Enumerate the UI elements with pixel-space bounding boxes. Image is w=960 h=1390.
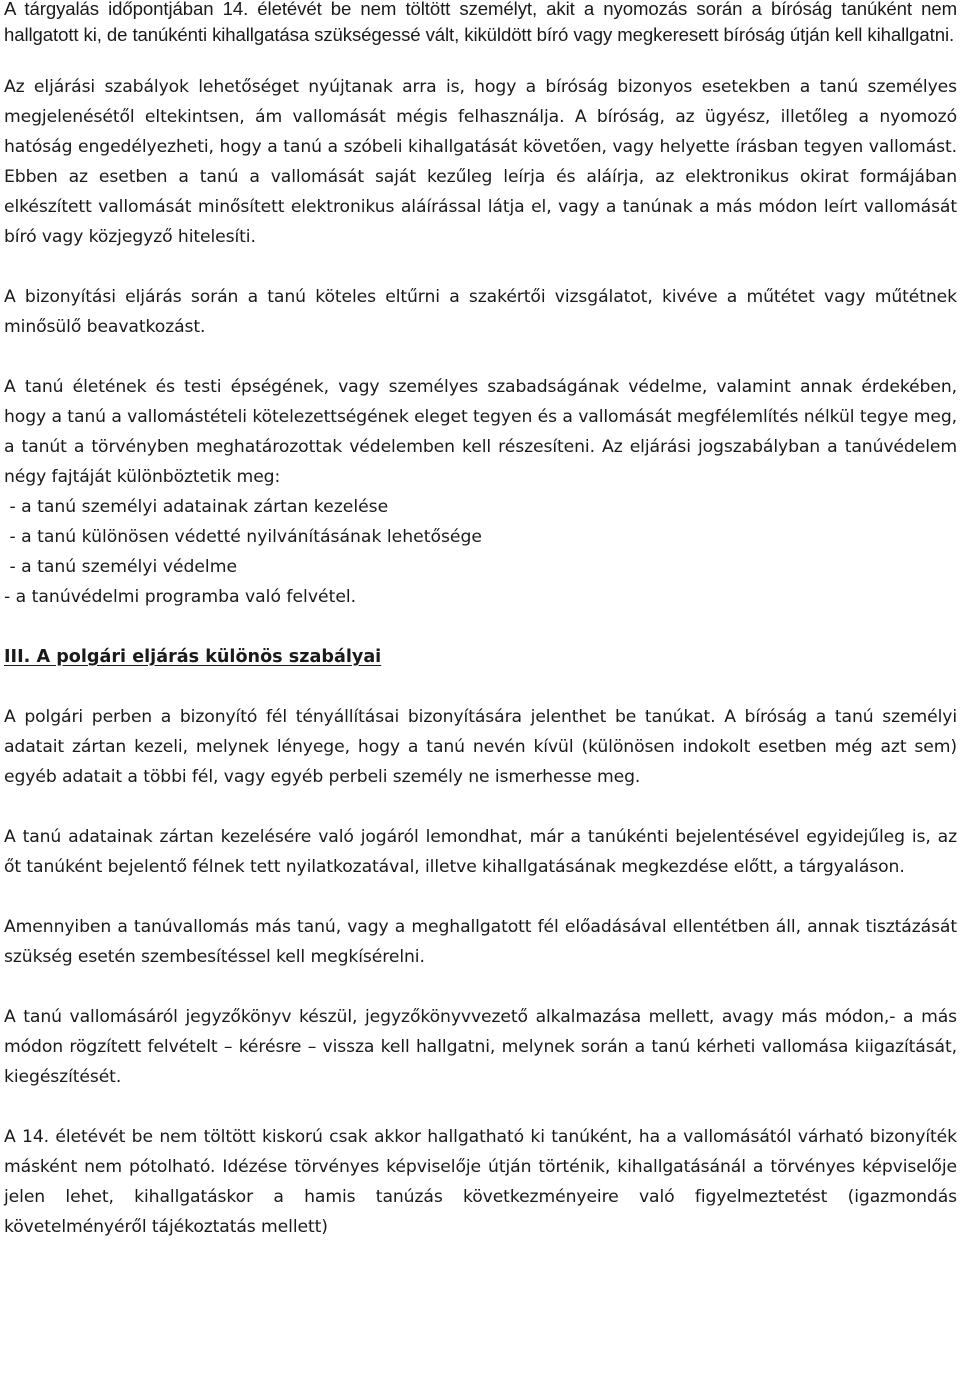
paragraph-minutes: A tanú vallomásáról jegyzőkönyv készül, jegyzőkönyvvezető alkalmazása mellett, avagy más módon,- a más módon rögzített felvételt – kérésre – vissza kell hallgatni, melynek során a tanú kérheti vallomása kiigazítását, kiegészítését. (4, 1007, 957, 1087)
paragraph-gap (4, 672, 957, 702)
paragraph-data-waiver: A tanú adatainak zártan kezelésére való jogáról lemondhat, már a tanúkénti bejelentésével egyidejűleg is, az őt tanúként bejelentő félnek tett nyilatkozatával, illetve kihallgatásának megkezdése előtt, a tárgyaláson. (4, 827, 957, 877)
paragraph-gap (4, 882, 957, 912)
list-item: - a tanúvédelmi programba való felvétel. (4, 587, 357, 607)
paragraph-gap (4, 252, 957, 282)
paragraph-gap (4, 612, 957, 642)
paragraph-gap (4, 342, 957, 372)
paragraph-witness-protection: A tanú életének és testi épségének, vagy személyes szabadságának védelme, valamint annak érdekében, hogy a tanú a vallomástételi kötelezettségének eleget tegyen és a vallomását megfélemlítés nélkül tegye meg, a tanút a törvényben meghatározottak védelemben kell részesíteni. Az eljárási jogszabályban a tanúvédelem négy fajtáját különböztetik meg: (4, 377, 957, 487)
paragraph-gap (4, 48, 957, 72)
section-heading: III. A polgári eljárás különös szabályai (4, 647, 382, 667)
list-item: - a tanú személyi adatainak zártan kezelése (4, 497, 389, 517)
paragraph-written-testimony: Az eljárási szabályok lehetőséget nyújtanak arra is, hogy a bíróság bizonyos esetekben a tanú személyes megjelenésétől eltekintsen, ám vallomását mégis felhasználja. A bíróság, az ügyész, illetőleg a nyomozó hatóság engedélyezheti, hogy a tanú a szóbeli kihallgatását követően, vagy helyette írásban tegyen vallomást. Ebben az esetben a tanú a vallomását saját kezűleg leírja és aláírja, az elektronikus okirat formájában elkészített vallomását minősített elektronikus aláírással látja el, vagy a tanúnak a más módon leírt vallomását bíró vagy közjegyző hitelesíti. (4, 77, 957, 247)
paragraph-minor-witness-hearing: A tárgyalás időpontjában 14. életévét be nem töltött személyt, akit a nyomozás során a bíróság tanúként nem hallgatott ki, de tanúkénti kihallgatása szükségessé vált, kiküldött bíró vagy megkeresett bíróság útján kell kihallgatni. (4, 0, 957, 45)
paragraph-gap (4, 792, 957, 822)
paragraph-minor-in-civil-case: A 14. életévét be nem töltött kiskorú csak akkor hallgatható ki tanúként, ha a vallomásától várható bizonyíték másként nem pótolható. Idézése törvényes képviselője útján történik, kihallgatásánál a törvényes képviselője jelen lehet, kihallgatáskor a hamis tanúzás következményeire való figyelmeztetést (igazmondás követelményéről tájékoztatás mellett) (4, 1127, 957, 1237)
document-page (4, 0, 957, 1242)
witness-protection-list (4, 492, 957, 612)
list-item: - a tanú személyi védelme (4, 557, 238, 577)
paragraph-civil-witnesses: A polgári perben a bizonyító fél tényállításai bizonyítására jelenthet be tanúkat. A bíróság a tanú személyi adatait zártan kezeli, melynek lényege, hogy a tanú nevén kívül (különösen indokolt esetben még azt sem) egyéb adatait a többi fél, vagy egyéb perbeli személy ne ismerhesse meg. (4, 707, 957, 787)
list-item: - a tanú különösen védetté nyilvánításának lehetősége (4, 527, 482, 547)
paragraph-gap (4, 1092, 957, 1122)
paragraph-confrontation: Amennyiben a tanúvallomás más tanú, vagy a meghallgatott fél előadásával ellentétben áll, annak tisztázását szükség esetén szembesítéssel kell megkísérelni. (4, 917, 957, 967)
paragraph-gap (4, 972, 957, 1002)
paragraph-expert-examination: A bizonyítási eljárás során a tanú köteles eltűrni a szakértői vizsgálatot, kivéve a műtétet vagy műtétnek minősülő beavatkozást. (4, 287, 957, 337)
